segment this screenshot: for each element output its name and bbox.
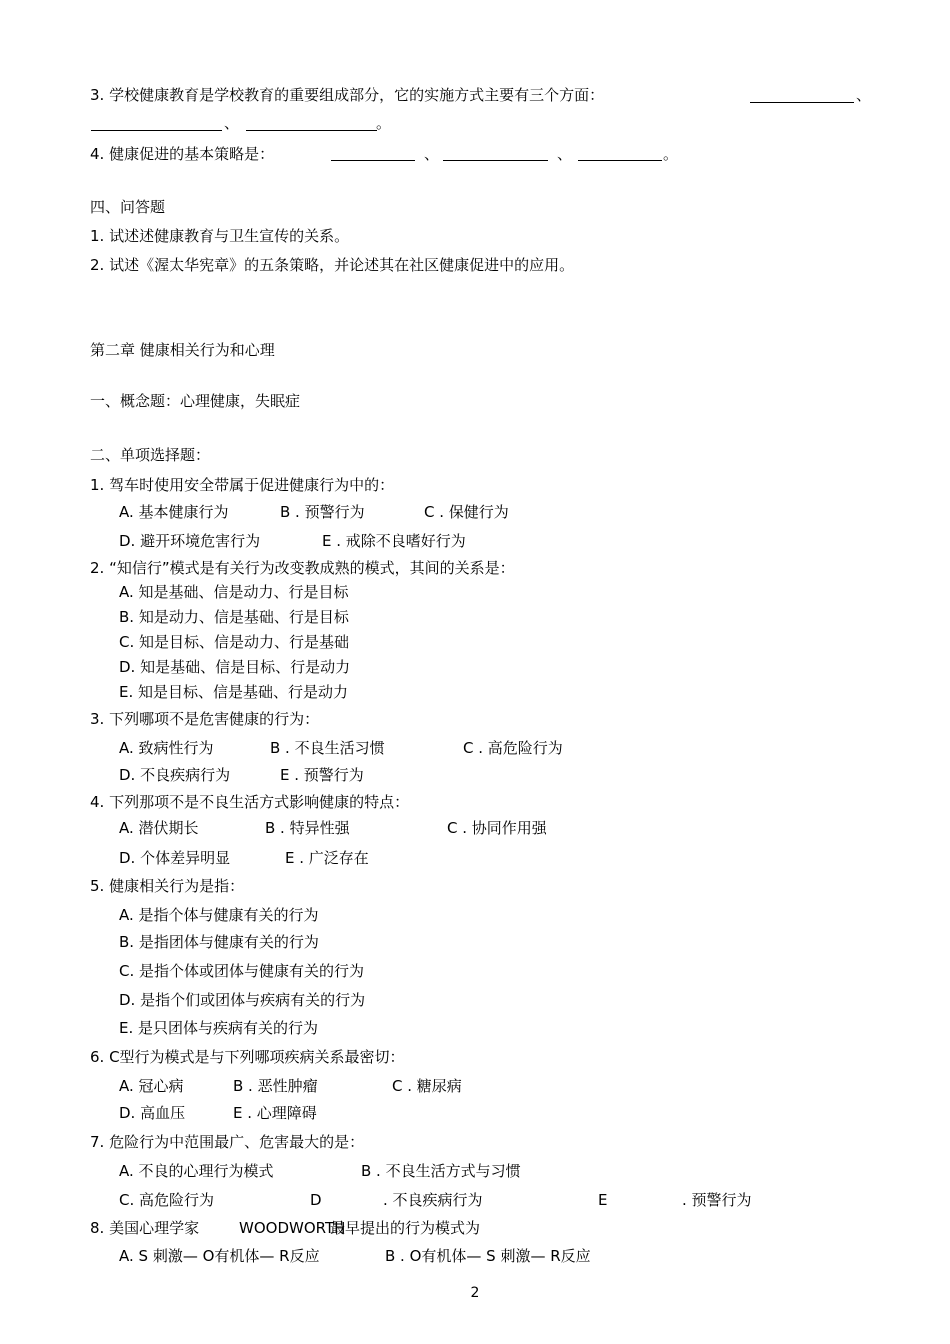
question-text: 1. 试述述健康教育与卫生宣传的关系。 [90, 227, 350, 245]
question-text: 2. 试述《渥太华宪章》的五条策略，并论述其在社区健康促进中的应用。 [90, 256, 575, 274]
option: A. S 刺激— O有机体— R反应 [119, 1247, 320, 1265]
option: D. 高血压 [119, 1104, 186, 1122]
option: D. 个体差异明显 [119, 849, 231, 867]
option: C. 高危险行为 [119, 1191, 215, 1209]
punctuation: 、 [424, 145, 440, 163]
question-text: 5. 健康相关行为是指： [90, 877, 245, 895]
option: E. 是只团体与疾病有关的行为 [119, 1019, 319, 1037]
option: B . 不良生活习惯 [270, 739, 385, 757]
fill-blank [443, 160, 548, 161]
option: A. 是指个体与健康有关的行为 [119, 906, 319, 924]
option: A. 潜伏期长 [119, 819, 199, 837]
section-heading: 四、问答题 [90, 198, 166, 216]
question-text: 7. 危险行为中范围最广、危害最大的是： [90, 1133, 365, 1151]
option: . 预警行为 [682, 1191, 752, 1209]
fill-blank [750, 102, 854, 103]
section-heading: 二、单项选择题： [90, 446, 211, 464]
option: A. 基本健康行为 [119, 503, 229, 521]
question-text: 3. 学校健康教育是学校教育的重要组成部分，它的实施方式主要有三个方面： [90, 86, 605, 104]
punctuation: 、 [856, 86, 872, 104]
question-text: 最早提出的行为模式为 [330, 1219, 481, 1237]
question-text: 1. 驾车时使用安全带属于促进健康行为中的： [90, 476, 395, 494]
option: C . 协同作用强 [447, 819, 547, 837]
fill-blank [578, 160, 662, 161]
fill-blank [91, 130, 222, 131]
option: B. 是指团体与健康有关的行为 [119, 933, 319, 951]
question-text: 2. “知信行”模式是有关行为改变教成熟的模式，其间的关系是： [90, 559, 515, 577]
question-text: 4. 下列那项不是不良生活方式影响健康的特点： [90, 793, 410, 811]
option: C. 知是目标、信是动力、行是基础 [119, 633, 350, 651]
option: D. 是指个们或团体与疾病有关的行为 [119, 991, 366, 1009]
question-text: 6. C型行为模式是与下列哪项疾病关系最密切： [90, 1048, 405, 1066]
question-text: 8. 美国心理学家 [90, 1219, 200, 1237]
option: E. 知是目标、信是基础、行是动力 [119, 683, 349, 701]
option: B . O有机体— S 刺激— R反应 [385, 1247, 591, 1265]
option: . 不良疾病行为 [383, 1191, 483, 1209]
fill-blank [246, 130, 377, 131]
option: A. 不良的心理行为模式 [119, 1162, 274, 1180]
option: B . 预警行为 [280, 503, 365, 521]
option: A. 知是基础、信是动力、行是目标 [119, 583, 349, 601]
option: E . 心理障碍 [233, 1104, 317, 1122]
option: A. 冠心病 [119, 1077, 184, 1095]
fill-blank [331, 160, 415, 161]
question-text: 3. 下列哪项不是危害健康的行为： [90, 710, 320, 728]
option: B . 不良生活方式与习惯 [361, 1162, 521, 1180]
option: B. 知是动力、信是基础、行是目标 [119, 608, 349, 626]
option: C . 高危险行为 [463, 739, 563, 757]
chapter-title: 第二章 健康相关行为和心理 [90, 341, 275, 359]
punctuation: 。 [376, 114, 392, 132]
option: C. 是指个体或团体与健康有关的行为 [119, 962, 365, 980]
option: D. 知是基础、信是目标、行是动力 [119, 658, 351, 676]
option: B . 特异性强 [265, 819, 350, 837]
option: E . 预警行为 [280, 766, 364, 784]
punctuation: 。 [663, 145, 679, 163]
option: E . 广泛存在 [285, 849, 369, 867]
option: C . 保健行为 [424, 503, 509, 521]
option: E [598, 1191, 608, 1209]
option: C . 糖尿病 [392, 1077, 462, 1095]
question-text: WOODWORTH [239, 1219, 346, 1237]
option: A. 致病性行为 [119, 739, 214, 757]
page-number: 2 [470, 1285, 480, 1301]
punctuation: 、 [557, 145, 573, 163]
section-heading: 一、概念题：心理健康，失眠症 [90, 392, 301, 410]
option: B . 恶性肿瘤 [233, 1077, 318, 1095]
option: D. 不良疾病行为 [119, 766, 231, 784]
question-text: 4. 健康促进的基本策略是： [90, 145, 275, 163]
punctuation: 、 [224, 114, 240, 132]
option: D [310, 1191, 322, 1209]
option: E . 戒除不良嗜好行为 [322, 532, 466, 550]
option: D. 避开环境危害行为 [119, 532, 261, 550]
